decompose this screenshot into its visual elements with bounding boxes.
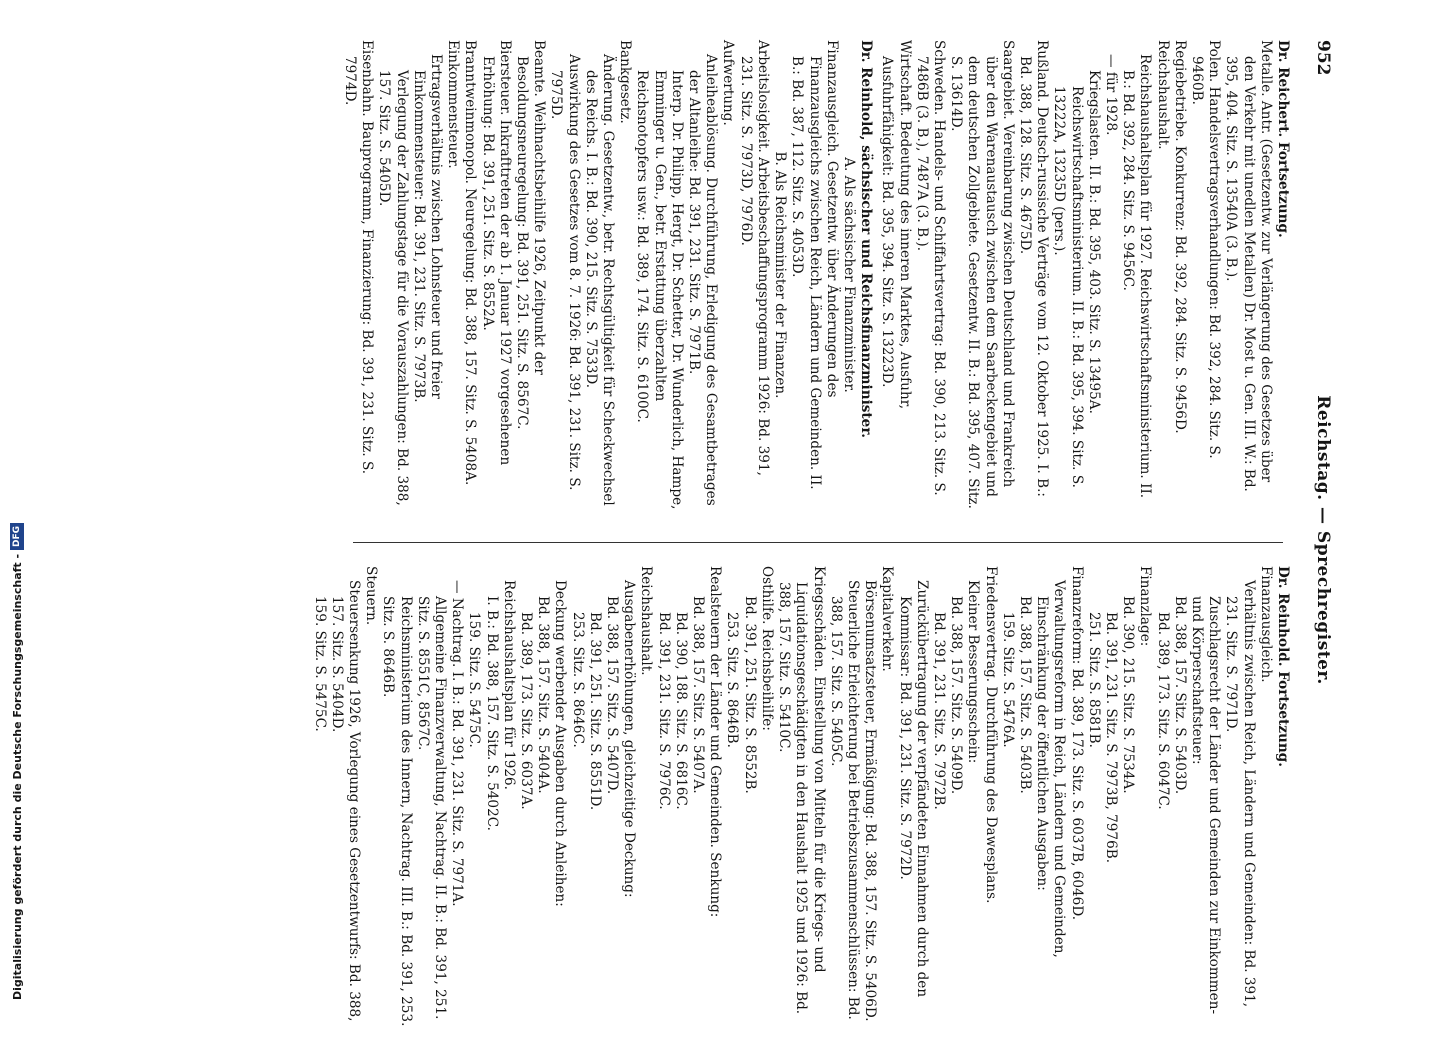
register-entry: Bd. 391, 251. Sitz. S. 8552B. 253. Sitz. S. 8646B. [724,596,758,794]
register-entry: Wirtschaft. Bedeutung des inneren Marktes, Ausfuhr, Ausfuhrfähigkeit: Bd. 395, 394. Sitz. S. 13223D. [879,40,913,410]
register-entry: Ertragsverhältnis zwischen Lohnsteuer und freier Einkommensteuer: Bd. 391, 231. Sitz. S. 7973B. Verlegung der Zahlungstage für die Vorauszahlungen: Bd. 388, 157. Sitz. S. 5405D. [376,54,445,506]
register-entry: Saargebiet. Vereinbarung zwischen Deutschland und Frankreich über den Warenaustausch zwischen dem Saarbeckengebiet und dem deutschen Zollgebiete. Gesetzentw. II. B.: Bd. 395, 407. Sitz. S. 13614D. [948,40,1016,509]
register-entry: Dr. Reinhold. Fortsetzung. [1275,566,1291,767]
register-entry: Finanzlage: [1137,566,1154,647]
left-column [341,40,1291,510]
register-entry: Kleiner Besserungsschein: [965,580,982,764]
rotated-page [105,40,1335,1040]
register-entry: Branntweinmonopol. Neuregelung: Bd. 388, 157. Sitz. S. 5408A. [462,40,479,486]
register-entry: Verwaltungsreform in Reich, Ländern und Gemeinden, Einschränkung der öffentlichen Ausgaben: [1034,580,1068,958]
register-entry: Eisenbahn. Bauprogramm, Finanzierung: Bd. 391, 231. Sitz. S. 7974D. [342,40,376,475]
register-entry: Reichshaushaltsplan für 1926. [500,580,517,790]
register-entry: Deckung werbender Ausgaben durch Anleihen: [552,580,569,907]
register-entry: Dr. Reichert. Fortsetzung. [1275,40,1291,238]
register-entry: A. Als sächsischer Finanzminister. [840,157,857,393]
register-entry: B. Als Reichsminister der Finanzen. [772,151,789,399]
register-entry: Reichshaushalt. [1154,40,1171,150]
register-entry: Steuerliche Erleichterung bei Betriebszusammenschlüssen: Bd. 388, 157. Sitz. S. 5405C. [827,580,861,1020]
register-entry: — für 1928. [1102,54,1119,136]
register-entry: Verhältnis zwischen Reich, Ländern und Gemeinden: Bd. 391, 231. Sitz. S. 7971D. Zuschlagsrecht der Länder und Gemeinden zur Einkommen- und Körperschaftsteuer: [1188,580,1257,1015]
right-column [310,566,1291,1036]
register-entry: Bd. 388, 157. Sitz. S. 5403D. Bd. 389, 173. Sitz. S. 6047C. [1154,596,1188,810]
register-entry: Schweden. Handels- und Schiffahrtsvertrag: Bd. 390, 213. Sitz. S. 7486B (3. B.), 7487A (3. B.). [913,40,947,496]
register-entry: Biersteuer. Inkrafttreten der ab 1. Januar 1927 vorgesehenen Erhöhung: Bd. 391, 251. Sitz. S. 8552A. [479,40,513,466]
register-entry: Änderung. Gesetzentw., betr. Rechtsgültigkeit für Scheckwechsel des Reichs. I. B.: Bd. 390, 215. Sitz. S. 7533D. [582,54,617,506]
register-entry: Metalle. Antr. (Gesetzentw. zur Verlängerung des Gesetzes über den Verkehr mit unedlen Metallen) Dr. Most u. Gen. III. W.: Bd. 395, 404. Sitz. S. 13540A (3. B.). [1223,40,1274,492]
register-entry: Steuern. [363,566,380,626]
register-entry: Reichshaushalt. [638,566,655,676]
register-entry: Einkommensteuer. [445,40,462,169]
register-entry: Bankgesetz. [617,40,634,124]
page-footer [10,523,24,1000]
register-entry: Bd. 388, 157. Sitz. S. 5407A. Bd. 390, 188. Sitz. S. 6816C. Bd. 391, 231. Sitz. S. 7976C. [655,596,707,810]
register-entry: Finanzausgleich. [1257,566,1274,683]
register-entry: Ausgabenerhöhungen, gleichzeitige Deckung: [621,580,638,898]
funding-note: Digitalisierung gefördert durch die Deutsche Forschungsgemeinschaft - [10,553,24,1000]
register-entry: Anleiheablösung. Durchführung, Erledigung des Gesamtbetrages der Altanleihe: Bd. 391, 231. Sitz. S. 7971B. Interp. Dr. Philipp, Hergt, Dr. Schetter, Dr. Wunderlich, Hampe, Emminger u. Gen., betr. Erstattung überzahlten Reichsnotopfers usw.: Bd. 389, 174. Sitz. S. 6100C. [634,54,720,510]
dfg-logo: DFG [10,523,24,550]
register-entry: Bd. 388, 157. Sitz. S. 5409D. Bd. 391, 231. Sitz. S. 7972B. [930,596,965,810]
register-entry: Bd. 388, 157. Sitz. S. 5404A. Bd. 389, 173. Sitz. S. 6037A. [518,596,552,810]
register-entry: Bd. 390, 215. Sitz. S. 7534A. Bd. 391, 231. Sitz. S. 7973B, 7976B. 251. Sitz. S. 8581B. [1085,596,1137,864]
register-entry: Auswirkung des Gesetzes vom 8. 7. 1926: Bd. 391, 231. Sitz. S. 7975D. [548,54,582,491]
register-entry: Regiebetriebe. Konkurrenz: Bd. 392, 284. Sitz. S. 9456D. [1171,40,1188,434]
register-entry: Reichshaushaltsplan für 1927. Reichswirtschaftsministerium. II. B.: Bd. 392, 284. Sitz. S. 9456C. [1120,54,1154,499]
register-entry: Beamte. Weihnachtsbeihilfe 1926, Zeitpunkt der Besoldungsneuregelung: Bd. 391, 251. Sitz. S. 8567C. [514,40,548,430]
register-entry: Polen. Handelsvertragsverhandlungen: Bd. 392, 284. Sitz. S. 9460B. [1188,40,1223,459]
register-entry: Bd. 388, 157. Sitz. S. 5403B. 159. Sitz. S. 5476A. [999,596,1033,794]
column-divider [353,542,1283,543]
register-entry: Börsenumsatzsteuer, Ermäßigung: Bd. 388, 157. Sitz. S. 5406D. [862,580,879,1022]
register-entry: Kapitalverkehr. [879,566,896,672]
register-entry: Kriegsschäden. Einstellung von Mitteln für die Kriegs- und Liquidationsgeschädigten in den Haushalt 1925 und 1926: Bd. 388, 157. Sitz. S. 5410C. [776,566,827,1015]
register-entry: Zurückübertragung der verpfändeten Einnahmen durch den Kommissar: Bd. 391, 231. Sitz. S. 7972D. [896,580,930,998]
register-entry: Kriegslasten. II. B.: Bd. 395, 403. Sitz. S. 13495A. Reichswirtschaftsministerium. II. B.: Bd. 395, 394. Sitz. S. 13222A, 13235D (pers.). [1051,70,1102,488]
register-entry: — Nachtrag. I. B.: Bd. 391, 231. Sitz. S. 7971A. Allgemeine Finanzverwaltung, Nachtrag. II. B.: Bd. 391, 251. Sitz. S. 8551C, 8567C. Reichsministerium des Innern, Nachtrag. III. B.: Bd. 391, 253. Sitz. S. 8646B. [380,580,466,1027]
page-header [1309,40,1335,1040]
register-entry: Rußland. Deutsch-russische Verträge vom 12. Oktober 1925. I. B.: Bd. 388, 128. Sitz. S. 4675D. [1016,40,1051,497]
page-title: Reichstag. — Sprechregister. [1313,395,1333,685]
register-entry: Friedensvertrag. Durchführung des Dawesplans. [982,566,999,904]
register-entry: Bd. 388, 157. Sitz. S. 5407D. Bd. 391, 251. Sitz. S. 8551D. 253. Sitz. S. 8646C. [569,596,621,811]
register-entry: Finanzreform: Bd. 389, 173. Sitz. S. 6037B, 6046D. [1068,566,1085,921]
register-entry: Finanzausgleich. Gesetzentw. über Änderungen des Finanzausgleichs zwischen Reich, Ländern und Gemeinden. II. B.: Bd. 387, 112. Sitz. S. 4053D. [789,40,840,490]
register-entry: Steuersenkung 1926, Vorlegung eines Gesetzentwurfs: Bd. 388, 157. Sitz. S. 5404D. 159. Sitz. S. 5475C. [311,580,363,1022]
register-entry: Osthilfe. Reichsbeihilfe: [758,566,775,731]
page-number: 952 [1313,40,1333,76]
register-entry: Arbeitslosigkeit. Arbeitsbeschaffungsprogramm 1926: Bd. 391, 231. Sitz. S. 7973D, 7976D. [737,40,771,476]
register-entry: Realsteuern der Länder und Gemeinden. Senkung: [707,566,724,918]
register-entry: I. B.: Bd. 388, 157. Sitz. S. 5402C. 159. Sitz. S. 5475C. [466,596,500,831]
register-entry: Dr. Reinhold, sächsischer und Reichsfinanzminister. [858,40,875,438]
register-entry: Aufwertung. [720,40,737,126]
